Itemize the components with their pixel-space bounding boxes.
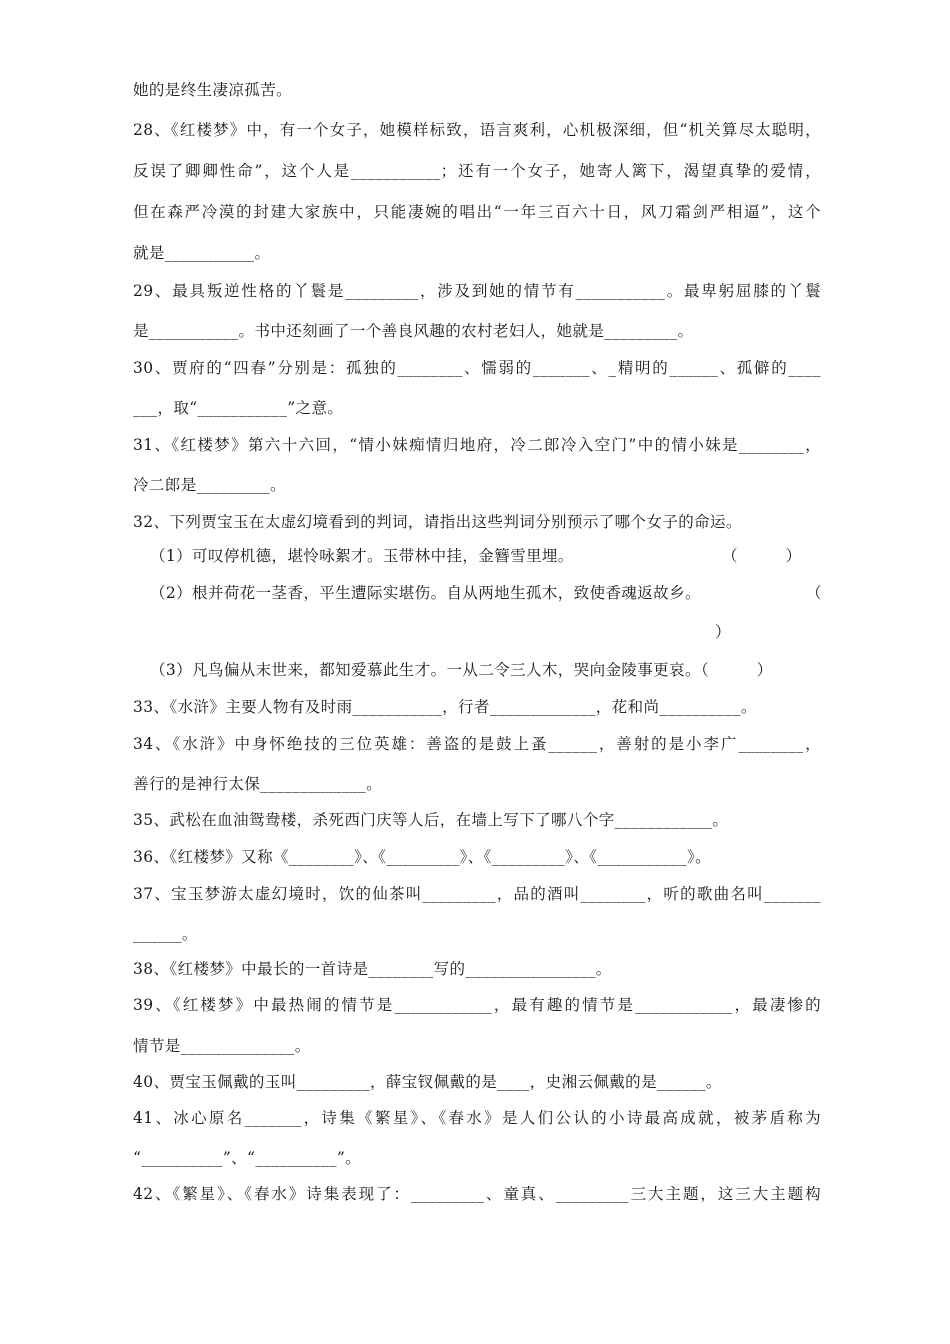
text-line: 反误了卿卿性命”，这个人是___________；还有一个女子，她寄人篱下，渴望真挚的爱情， <box>133 162 821 180</box>
question-33: 33、《水浒》主要人物有及时雨___________，行者_____________，花和尚__________。 <box>133 698 757 716</box>
verse-2: （2）根并荷花一茎香，平生遭际实堪伤。自从两地生孤木，致使香魂返故乡。 <box>150 584 701 602</box>
question-35: 35、武松在血油鸳鸯楼，杀死西门庆等人后，在墙上写下了哪八个字____________。 <box>133 811 729 829</box>
text-line: 她的是终生凄凉孤苦。 <box>133 81 293 99</box>
text-line: 就是___________。 <box>133 244 271 262</box>
question-28: 28、《红楼梦》中，有一个女子，她模样标致，语言爽利，心机极深细，但“机关算尽太聪明， <box>133 121 821 139</box>
text-line: “__________”、“__________”。 <box>133 1149 362 1167</box>
text-line: 善行的是神行太保_____________。 <box>133 775 383 793</box>
text-line: ______。 <box>133 925 198 943</box>
text-line: 情节是______________。 <box>133 1037 311 1055</box>
text-line: 但在森严冷漠的封建大家族中，只能凄婉的唱出“一年三百六十日，风刀霜剑严相逼”，这个 <box>133 203 821 221</box>
question-29: 29、最具叛逆性格的丫鬟是_________，涉及到她的情节有___________。最卑躬屈膝的丫鬟 <box>133 282 821 300</box>
question-38: 38、《红楼梦》中最长的一首诗是________写的________________。 <box>133 960 612 978</box>
question-36: 36、《红楼梦》又称《________》、《_________》、《_________》、《___________》。 <box>133 848 712 866</box>
question-30: 30、贾府的“四春”分别是：孤独的________、懦弱的_______、_精明的______、孤僻的____ <box>133 359 821 377</box>
text-line: 冷二郎是_________。 <box>133 476 286 494</box>
answer-paren: （ ） <box>722 547 802 565</box>
answer-paren-open: （ <box>806 584 822 602</box>
question-42: 42、《繁星》、《春水》诗集表现了：_________、童真、_________三大主题，这三大主题构 <box>133 1185 821 1203</box>
question-32: 32、下列贾宝玉在太虚幻境看到的判词，请指出这些判词分别预示了哪个女子的命运。 <box>133 513 742 531</box>
question-41: 41、冰心原名_______，诗集《繁星》、《春水》是人们公认的小诗最高成就，被茅盾称为 <box>133 1109 821 1127</box>
text-line: 是___________。书中还刻画了一个善良风趣的农村老妇人，她就是_________。 <box>133 322 694 340</box>
question-34: 34、《水浒》中身怀绝技的三位英雄：善盗的是鼓上蚤______，善射的是小李广________， <box>133 735 821 753</box>
text-line: ___，取“___________”之意。 <box>133 399 344 417</box>
question-39: 39、《红楼梦》中最热闹的情节是____________，最有趣的情节是____________，最凄惨的 <box>133 996 821 1014</box>
verse-1: （1）可叹停机德，堪怜咏絮才。玉带林中挂，金簪雪里埋。 <box>150 547 574 565</box>
question-37: 37、宝玉梦游太虚幻境时，饮的仙茶叫_________，品的酒叫________，听的歌曲名叫_______ <box>133 885 821 903</box>
answer-paren-close: ） <box>715 623 731 641</box>
verse-3: （3）凡鸟偏从末世来，都知爱慕此生才。一从二令三人木，哭向金陵事更哀。（ ） <box>150 661 773 679</box>
question-40: 40、贾宝玉佩戴的玉叫_________，薛宝钗佩戴的是____，史湘云佩戴的是______。 <box>133 1073 722 1091</box>
question-31: 31、《红楼梦》第六十六回，“情小妹痴情归地府，冷二郎冷入空门”中的情小妹是________， <box>133 436 821 454</box>
